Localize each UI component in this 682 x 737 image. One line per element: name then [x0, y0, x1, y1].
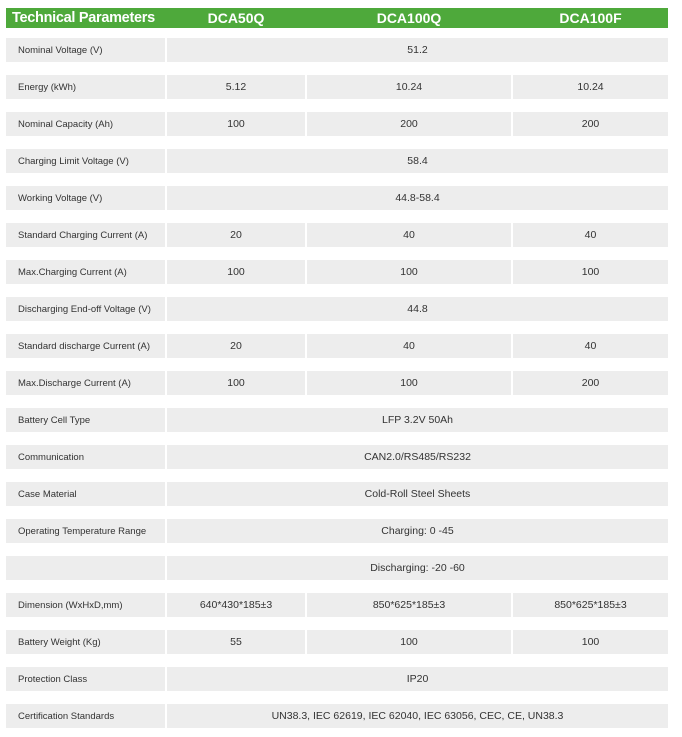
row-label: Nominal Capacity (Ah) [6, 112, 165, 136]
row-value-dca50q: 100 [167, 371, 305, 395]
row-label: Battery Weight (Kg) [6, 630, 165, 654]
table-row [6, 667, 668, 691]
row-label: Protection Class [6, 667, 165, 691]
row-value-dca50q: 5.12 [167, 75, 305, 99]
row-label: Certification Standards [6, 704, 165, 728]
table-row [6, 630, 668, 654]
table-row [6, 371, 668, 395]
row-value-dca100q: 40 [307, 223, 511, 247]
row-value-all-models: Cold-Roll Steel Sheets [167, 482, 668, 506]
row-value-dca100f: 100 [513, 260, 668, 284]
table-row [6, 408, 668, 432]
row-value-all-models: Charging: 0 -45 [167, 519, 668, 543]
row-value-dca50q: 55 [167, 630, 305, 654]
row-value-dca100f: 200 [513, 112, 668, 136]
row-label: Nominal Voltage (V) [6, 38, 165, 62]
table-row [6, 593, 668, 617]
row-value-dca100q: 200 [307, 112, 511, 136]
row-value-all-models: IP20 [167, 667, 668, 691]
table-row [6, 112, 668, 136]
row-value-dca50q: 100 [167, 112, 305, 136]
table-row [6, 186, 668, 210]
row-label: Standard Charging Current (A) [6, 223, 165, 247]
table-header [6, 8, 668, 28]
row-label: Working Voltage (V) [6, 186, 165, 210]
header-model-dca100q: DCA100Q [376, 10, 442, 26]
header-model-dca100f: DCA100F [559, 10, 622, 26]
row-value-all-models: LFP 3.2V 50Ah [167, 408, 668, 432]
table-row [6, 334, 668, 358]
row-label: Max.Charging Current (A) [6, 260, 165, 284]
header-model-dca50q: DCA50Q [207, 10, 265, 26]
table-row [6, 556, 668, 580]
row-value-all-models: 58.4 [167, 149, 668, 173]
row-value-dca50q: 640*430*185±3 [167, 593, 305, 617]
row-value-dca100f: 100 [513, 630, 668, 654]
row-value-dca100q: 100 [307, 371, 511, 395]
row-label [6, 556, 165, 580]
row-value-all-models: Discharging: -20 -60 [167, 556, 668, 580]
row-value-dca50q: 20 [167, 223, 305, 247]
row-value-dca100q: 100 [307, 630, 511, 654]
row-value-dca50q: 100 [167, 260, 305, 284]
row-label: Case Material [6, 482, 165, 506]
row-label: Operating Temperature Range [6, 519, 165, 543]
table-row [6, 297, 668, 321]
row-label: Communication [6, 445, 165, 469]
row-value-dca100q: 40 [307, 334, 511, 358]
row-value-dca50q: 20 [167, 334, 305, 358]
table-row [6, 519, 668, 543]
row-value-all-models: UN38.3, IEC 62619, IEC 62040, IEC 63056, CEC, CE, UN38.3 [167, 704, 668, 728]
header-title: Technical Parameters [12, 10, 155, 26]
table-row [6, 704, 668, 728]
row-value-dca100q: 100 [307, 260, 511, 284]
row-value-dca100f: 40 [513, 334, 668, 358]
row-label: Standard discharge Current (A) [6, 334, 165, 358]
table-row [6, 260, 668, 284]
row-label: Dimension (WxHxD,mm) [6, 593, 165, 617]
row-label: Battery Cell Type [6, 408, 165, 432]
row-value-dca100f: 40 [513, 223, 668, 247]
table-row [6, 445, 668, 469]
row-value-all-models: 44.8 [167, 297, 668, 321]
row-value-dca100q: 850*625*185±3 [307, 593, 511, 617]
row-value-all-models: 44.8-58.4 [167, 186, 668, 210]
row-label: Charging Limit Voltage (V) [6, 149, 165, 173]
row-label: Max.Discharge Current (A) [6, 371, 165, 395]
table-row [6, 75, 668, 99]
row-value-all-models: CAN2.0/RS485/RS232 [167, 445, 668, 469]
table-row [6, 223, 668, 247]
row-value-all-models: 51.2 [167, 38, 668, 62]
table-row [6, 482, 668, 506]
row-label: Energy (kWh) [6, 75, 165, 99]
row-label: Discharging End-off Voltage (V) [6, 297, 165, 321]
row-value-dca100f: 10.24 [513, 75, 668, 99]
row-value-dca100f: 850*625*185±3 [513, 593, 668, 617]
row-value-dca100q: 10.24 [307, 75, 511, 99]
table-row [6, 149, 668, 173]
row-value-dca100f: 200 [513, 371, 668, 395]
table-row [6, 38, 668, 62]
